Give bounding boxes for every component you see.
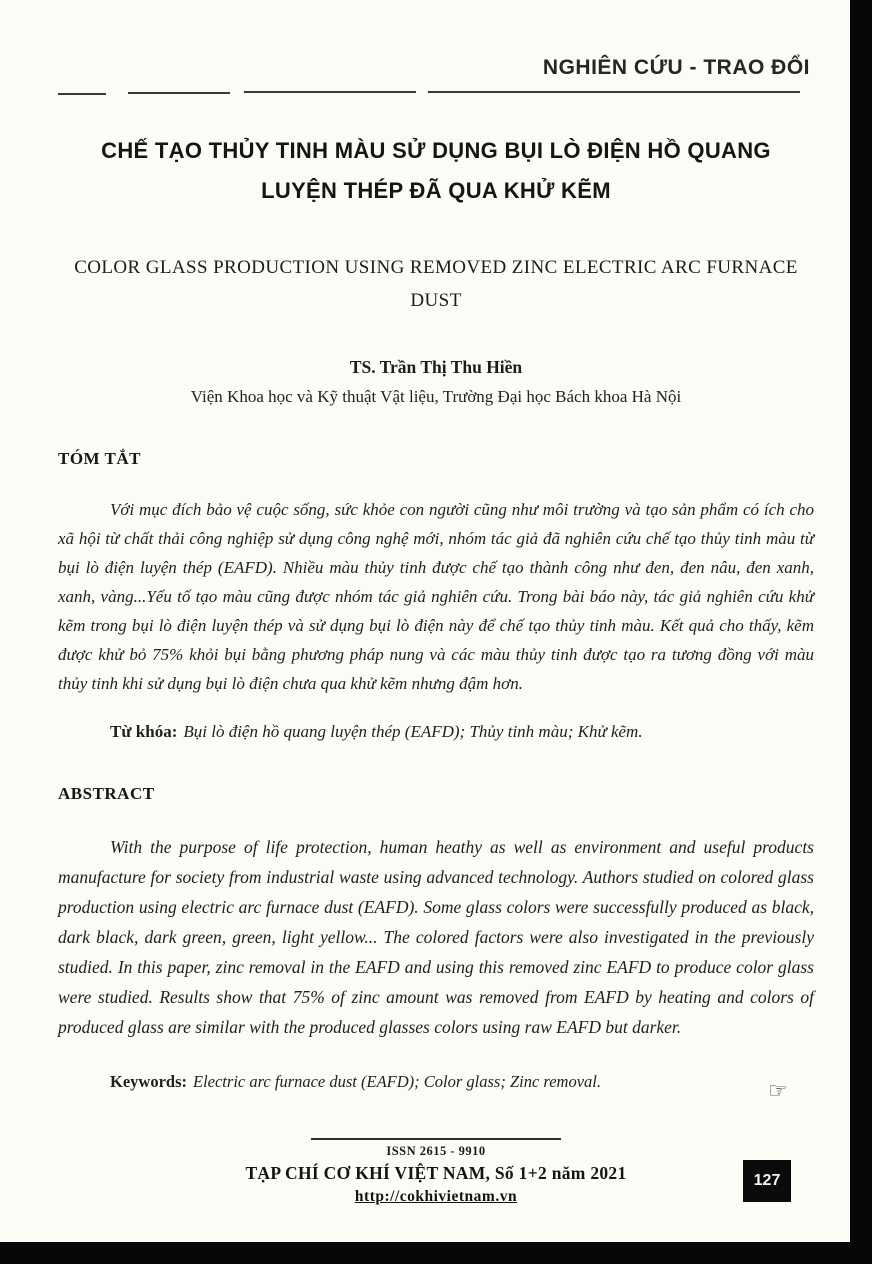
article-title-vi-line2: LUYỆN THÉP ĐÃ QUA KHỬ KẼM xyxy=(261,178,611,203)
journal-section-header: NGHIÊN CỨU - TRAO ĐỔI xyxy=(542,56,810,79)
keywords-vi-text: Bụi lò điện hồ quang luyện thép (EAFD); Thủy tinh màu; Khử kẽm. xyxy=(183,722,643,741)
header-rule-segment xyxy=(244,91,416,93)
keywords-vi-label: Từ khóa: xyxy=(110,722,178,741)
scan-edge-right xyxy=(850,0,872,1264)
section-heading-tomtat: TÓM TẮT xyxy=(58,449,142,468)
issn-text: ISSN 2615 - 9910 xyxy=(386,1144,486,1158)
header-rule-segment xyxy=(128,92,230,94)
header-rule-segment xyxy=(428,91,800,93)
header-rule xyxy=(58,89,814,95)
keywords-en-label: Keywords: xyxy=(110,1072,187,1091)
keywords-en-text: Electric arc furnace dust (EAFD); Color glass; Zinc removal. xyxy=(193,1072,601,1091)
article-title-en-line2: DUST xyxy=(410,290,462,311)
article-title-vietnamese xyxy=(58,131,814,211)
section-heading-abstract: ABSTRACT xyxy=(58,784,155,803)
article-title-vi-line1: CHẾ TẠO THỦY TINH MÀU SỬ DỤNG BỤI LÒ ĐIỆN HỒ QUANG xyxy=(101,138,771,163)
page-number-badge: 127 xyxy=(743,1160,791,1202)
page-content xyxy=(58,0,814,1092)
margin-pointing-hand-icon: ☞ xyxy=(768,1078,788,1103)
journal-url: http://cokhivietnam.vn xyxy=(354,1188,518,1205)
author-name: TS. Trần Thị Thu Hiền xyxy=(349,357,523,377)
article-title-english xyxy=(58,251,814,317)
keywords-english xyxy=(58,1072,814,1092)
journal-name: TẠP CHÍ CƠ KHÍ VIỆT NAM, Số 1+2 năm 2021 xyxy=(245,1163,627,1183)
author-affiliation: Viện Khoa học và Kỹ thuật Vật liệu, Trường Đại học Bách khoa Hà Nội xyxy=(190,387,682,406)
page-footer xyxy=(58,1138,814,1206)
abstract-vietnamese: Với mục đích bảo vệ cuộc sống, sức khỏe con người cũng như môi trường và tạo sản phẩm có ích cho xã hội từ chất thải công nghiệp sử dụng công nghệ mới, nhóm tác giả đã nghiên cứu chế tạo thủy tinh màu từ bụi lò điện luyện thép (EAFD). Nhiều màu thủy tinh được chế tạo thành công như đen, đen nâu, đen xanh, xanh, vàng...Yếu tố tạo màu cũng được nhóm tác giả nghiên cứu. Trong bài báo này, tác giả nghiên cứu khử kẽm trong bụi lò điện luyện thép và sử dụng bụi lò điện này để chế tạo thủy tinh màu. Kết quả cho thấy, kẽm được khử bỏ 75% khỏi bụi bằng phương pháp nung và các màu thủy tinh được tạo ra tương đồng với màu thủy tinh khi sử dụng bụi lò điện chưa qua khử kẽm nhưng đậm hơn. xyxy=(58,500,814,693)
abstract-english: With the purpose of life protection, human heathy as well as environment and useful products manufacture for society from industrial waste using advanced technology. Authors studied on colored glass production using electric arc furnace dust (EAFD). Some glass colors were successfully produced as black, dark black, dark green, green, light yellow... The colored factors were also investigated in the previously studied. In this paper, zinc removal in the EAFD and using this removed zinc EAFD to produce color glass were studied. Results show that 75% of zinc amount was removed from EAFD by heating and colors of produced glass are similar with the produced glasses colors using raw EAFD but darker. xyxy=(58,837,814,1037)
keywords-vietnamese xyxy=(58,722,814,742)
footer-rule xyxy=(311,1138,561,1140)
article-title-en-line1: COLOR GLASS PRODUCTION USING REMOVED ZINC ELECTRIC ARC FURNACE xyxy=(74,257,798,278)
header-rule-segment xyxy=(58,93,106,95)
scan-edge-bottom xyxy=(0,1242,872,1264)
